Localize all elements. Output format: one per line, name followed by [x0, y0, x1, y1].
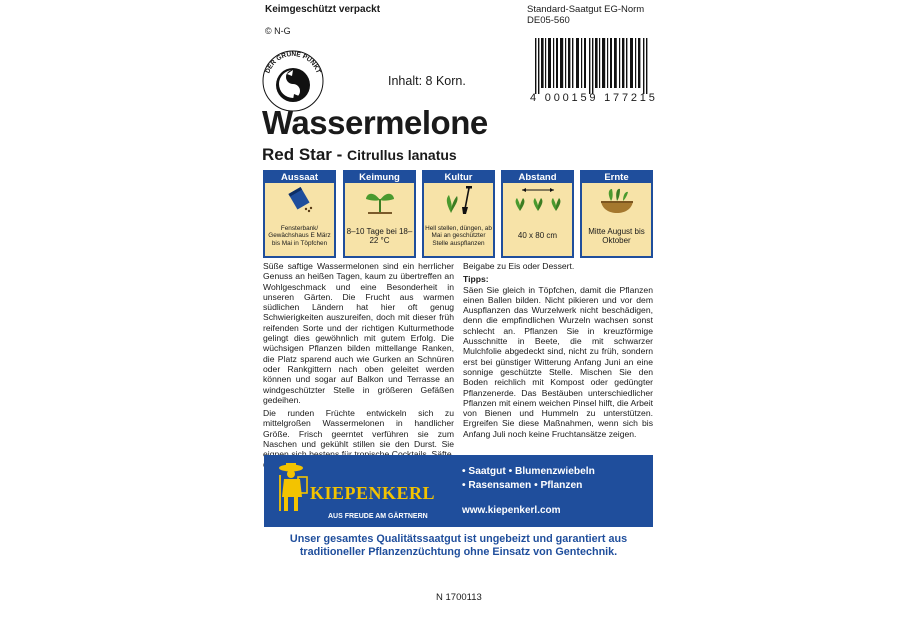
card-ernte	[580, 170, 653, 258]
product-title: Wassermelone	[262, 104, 488, 141]
article-code: N 1700113	[436, 592, 482, 603]
card-text: Fensterbank/ Gewächshaus E März bis Mai in Töpfchen	[268, 224, 331, 247]
brand-slogan: AUS FREUDE AM GÄRTNERN	[328, 513, 428, 520]
kiepenkerl-figure-icon	[276, 461, 310, 513]
card-title: Kultur	[444, 172, 473, 183]
latin-name: Citrullus lanatus	[347, 147, 457, 163]
quality-promise-line: Unser gesamtes Qualitätssaatgut ist ungebeizt und garantiert aus	[289, 533, 628, 545]
card-title: Ernte	[604, 172, 629, 183]
standard-code: DE05-560	[527, 15, 570, 26]
card-title: Abstand	[518, 172, 557, 183]
standard-text: Standard-Saatgut EG-Norm	[527, 4, 645, 15]
gruener-punkt-logo-icon	[262, 50, 324, 112]
card-text: 40 x 80 cm	[517, 231, 558, 241]
sprout-icon	[345, 183, 414, 216]
spacing-icon	[503, 183, 572, 216]
quality-promise-line: traditioneller Pflanzenzüchtung ohne Einsatz von Gentechnik.	[299, 546, 618, 558]
card-title: Aussaat	[281, 172, 318, 183]
variety-name: Red Star -	[262, 145, 343, 164]
description-left-column	[263, 261, 454, 473]
tipps-paragraph: Säen Sie gleich in Töpfchen, damit die Pflanzen einen Ballen bilden. Nicht pikieren und vor dem Auspflanzen das Wurzelwerk nicht beschädigen, denn die empfindlichen Wurzeln wachsen sonst schlecht an. Pflanzen Sie in kreuzförmige Ausschnitte in Beete, die mit schwarzer Mulchfolie abgedeckt sind, nicht zu früh, sondern erst bei günstiger Witterung Anfang Juni an eine sonnige geschützte Stelle. Mischen Sie den Boden reichlich mit Kompost oder gedüngter Pflanzenerde. Das Bestäuben unterschiedlicher Pflanzen mit einem weichen Pinsel hilft, die Arbeit von Bienen und Hummeln zu unterstützen. Ergreifen Sie diese Maßnahmen, wenn sich bis Anfang Juli noch keine Fruchtansätze zeigen.	[463, 284, 653, 439]
standard-note	[527, 4, 644, 26]
card-text: 8–10 Tage bei 18–22 °C	[346, 226, 413, 245]
tipps-heading: Tipps:	[463, 274, 489, 285]
card-abstand	[501, 170, 574, 258]
card-keimung	[343, 170, 416, 258]
card-text: Mitte August bis Oktober	[588, 226, 645, 245]
content-amount: Inhalt: 8 Korn.	[388, 74, 466, 88]
seed-bag-icon	[265, 183, 334, 216]
packaging-note: Keimgeschützt verpackt	[265, 4, 381, 15]
description-right-column	[463, 261, 653, 442]
description-paragraph: Die runden Früchte entwickeln sich zu mittelgroßen Wassermelonen in handlicher Größe. Frisch geerntet verführen sie zum Naschen und gekühlt stillen sie den Durst. Sie	[263, 408, 454, 450]
product-range-line: • Rasensamen • Pflanzen	[462, 480, 583, 491]
product-subtitle	[262, 145, 457, 165]
harvest-bowl-icon	[582, 183, 651, 216]
card-aussaat	[263, 170, 336, 258]
barcode-number: 4 000159 177215	[530, 92, 658, 104]
description-paragraph: Beigabe zu Eis oder Dessert.	[463, 261, 575, 271]
card-kultur	[422, 170, 495, 258]
ng-note: © N-G	[265, 26, 291, 36]
brand-website-link[interactable]: www.kiepenkerl.com	[462, 505, 561, 516]
barcode-icon	[535, 38, 648, 94]
product-range-list	[462, 465, 595, 493]
brand-name: KIEPENKERL	[310, 483, 436, 503]
quality-promise	[264, 533, 653, 559]
brand-banner	[264, 455, 653, 527]
description-paragraph: Süße saftige Wassermelonen sind ein herrlicher Genuss an heißen Tagen, kaum zu übertreffen an Wohlgeschmack und eine Besonderheit in unseren Gärten. Die Frucht aus warmen südlichen Ländern hat hier oft genug Schwierigkeiten auszureifen, doch mit dieser früh reifenden Sorte und der richtigen Kulturmethode gelingt dies gewöhnlich mit gutem Erfolg. Die wüchsigen Pflanzen bilden mittellange Ranken, die Platz sparend auch wie Gurken an Schnüren oder Rankgittern nach oben geleitet werden können und sogar auf Balkon und Terrasse an windgeschützter Stelle in größeren Gefäßen gedeihen.	[263, 261, 454, 405]
card-text: Hell stellen, düngen, ab Mai an geschützter Stelle auspflanzen	[425, 224, 492, 247]
kiepenkerl-logo	[272, 461, 447, 520]
gruener-punkt-text: DER GRÜNE PUNKT	[264, 50, 322, 75]
spade-plant-icon	[424, 183, 493, 216]
product-range-line: • Saatgut • Blumenzwiebeln	[462, 466, 595, 477]
card-title: Keimung	[359, 172, 400, 183]
